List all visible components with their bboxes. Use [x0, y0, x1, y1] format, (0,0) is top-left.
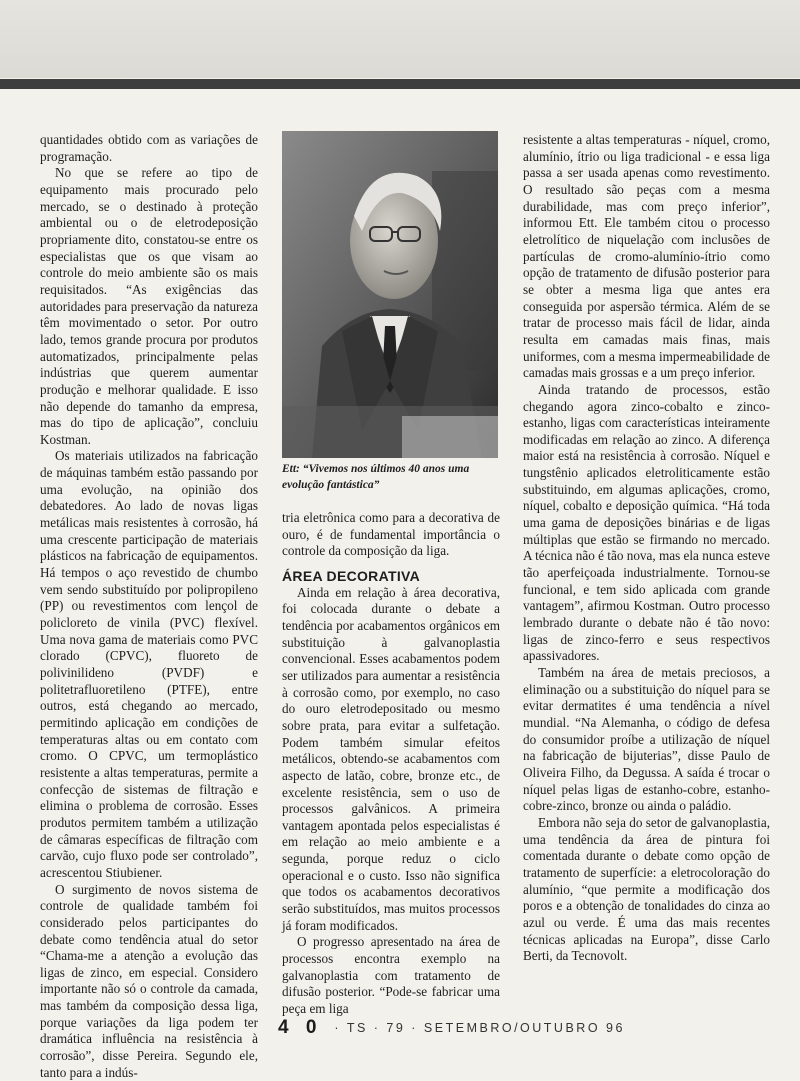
- portrait-photo: [282, 131, 498, 458]
- paragraph: O progresso apresentado na área de processos encontra exemplo na galvanoplastia com tratamento de difusão posterior. “Pode-se fabricar uma peça em liga: [282, 934, 500, 1017]
- page-footer: [278, 1016, 625, 1040]
- column-3: [523, 132, 770, 965]
- photo-caption: Ett: “Vivemos nos últimos 40 anos uma evolução fantástica”: [282, 463, 470, 491]
- paragraph: Ainda tratando de processos, estão chegando agora zinco-cobalto e zinco-estanho, ligas com características inteiramente modificadas em relação ao zinco. A diferença maior está na resistência à corrosão. Níquel e tungstênio aplicados eletroliticamente estão substituindo, em algumas aplicações, cromo, níquel, cobalto e deposição química. “Há toda uma gama de deposições binárias e de ligas múltiplas que estão se firmando no mercado. A técnica não é tão nova, mas ela nunca esteve tão aperfeiçoada industrialmente. Tornou-se funcional, e tem sido aplicada com grande vantagem”, afirmou Kostman. Outro processo lembrado durante o debate não é tão novo: ligas de zinco-ferro e seus respectivos apassivadores.: [523, 381, 770, 664]
- paragraph: Ainda em relação à área decorativa, foi colocada durante o debate a tendência por acabamentos orgânicos em substituição à galvanoplastia convencional. Esses acabamentos podem ser utilizados para aumentar a resistência à corrosão como, por exemplo, no caso do ouro eletrodepositado ou mesmo sobre prata, para evitar a sulfetação. Podem também simular efeitos metálicos, obtendo-se acabamentos com aspecto de latão, cobre, bronze etc., de excelente resistência, sem o uso de processos galvânicos. A primeira vantagem apontada pelos especialistas é em relação ao meio ambiente e a segunda, porque reduz o ciclo operacional e o custo. Isso não significa que todos os acabamentos decorativos serão substituídos, mas muitos processos já foram modificados.: [282, 584, 500, 933]
- section-heading: ÁREA DECORATIVA: [282, 567, 421, 584]
- paragraph: tria eletrônica como para a decorativa de ouro, é de fundamental importância o controle da composição da liga.: [282, 510, 500, 559]
- paragraph: quantidades obtido com as variações de programação.: [40, 132, 258, 164]
- paragraph: resistente a altas temperaturas - níquel, cromo, alumínio, ítrio ou liga tradicional - e essa liga passa a ser usada apenas como revestimento. O resultado são peças com a mesma durabilidade, mas com preço inferior”, informou Ett. Ele também citou o processo eletrolítico de niquelação com inclusões de partículas de cromo-alumínio-ítrio como opção de tratamento de difusão posterior para se obter a mesma liga que antes era conseguida por aspersão térmica. Além de se tratar de processo mais fácil de lidar, ainda resulta em camadas mais finas, mais uniformes, com a mesma impermeabilidade de camadas mais grossas e a um preço inferior.: [523, 132, 770, 381]
- column-2: [282, 510, 500, 1018]
- paragraph: Embora não seja do setor de galvanoplastia, uma tendência da área de pintura foi comentada durante o debate como opção de tratamento de superfície: a eletrocoloração do alumínio, “que permite a modificação dos poros e a obtenção de tonalidades do cinza ao azul ou verde. É uma das mais recentes técnicas aplicadas na Europa”, disse Carlo Berti, da Tecnovolt.: [523, 814, 770, 964]
- paragraph: Também na área de metais preciosos, a eliminação ou a substituição do níquel para se evitar dermatites é uma tendência a nível mundial. “Na Alemanha, o código de defesa do consumidor proíbe a utilização de níquel na fabricação de bijuterias”, disse Paulo de Oliveira Filho, da Degussa. A saída é trocar o níquel pelas ligas de estanho-cobre, estanho-cobre-zinco, bronze ou ainda o paládio.: [523, 665, 770, 814]
- page-number: 4 0: [278, 1017, 323, 1038]
- paragraph: No que se refere ao tipo de equipamento mais procurado pelo mercado, se o destinado à proteção ambiental ou o de eletrodeposição propriamente dito, constatou-se entre os especialistas que os que visam ao controle do meio ambiente são os mais requisitados. “As exigências das autoridades para preservação da natureza têm movimentado o setor. Por outro lado, temos grande procura por produtos automatizados, principalmente pelas indústrias que querem aumentar produção e melhorar qualidade. E isso não depende do tamanho da empresa, mas do tipo de aplicação”, concluiu Kostman.: [40, 165, 258, 447]
- portrait-illustration: [282, 131, 498, 458]
- column-1: [40, 132, 258, 1081]
- issue-info: · TS · 79 · SETEMBRO/OUTUBRO 96: [334, 1021, 625, 1035]
- paragraph: O surgimento de novos sistema de controle de qualidade também foi considerado pelos participantes do debate como tendência atual do setor “Chama-me a atenção a evolução das ligas de zinco, em especial. Considero importante não só o controle da camada, mas também da composição dessa liga, porque variações da liga podem ter dramática influência na resistência à corrosão”, disse Pereira. Segundo ele, tanto para a indús-: [40, 881, 258, 1080]
- paragraph: Os materiais utilizados na fabricação de máquinas também estão passando por uma evolução, na opinião dos debatedores. Ao lado de novas ligas metálicas mais resistentes à corrosão, há uma crescente participação de materiais plásticos na fabricação de equipamentos. Há tempos o aço revestido de chumbo vem sendo substituído por polipropileno (PP) ou revestimentos com lençol de policloreto de vinila (PVC) flexível. Uma nova gama de materiais como PVC clorado (CPVC), fluoreto de polivinilideno (PVDF) e politetrafluoretileno (PTFE), entre outros, está chegando ao mercado, permitindo aplicação em condições de temperaturas altas ou em contato com cromo. O CPVC, um termoplástico resistente a altas temperaturas, permite a confecção de sistemas de filtração e elimina o problema de corrosão. Esses produtos permitem também a utilização de câmaras específicas de filtração com carvão, cujo fluxo pode ser controlado”, acrescentou Stiubiener.: [40, 448, 258, 880]
- header-rule: [0, 79, 800, 89]
- top-band: [0, 0, 800, 78]
